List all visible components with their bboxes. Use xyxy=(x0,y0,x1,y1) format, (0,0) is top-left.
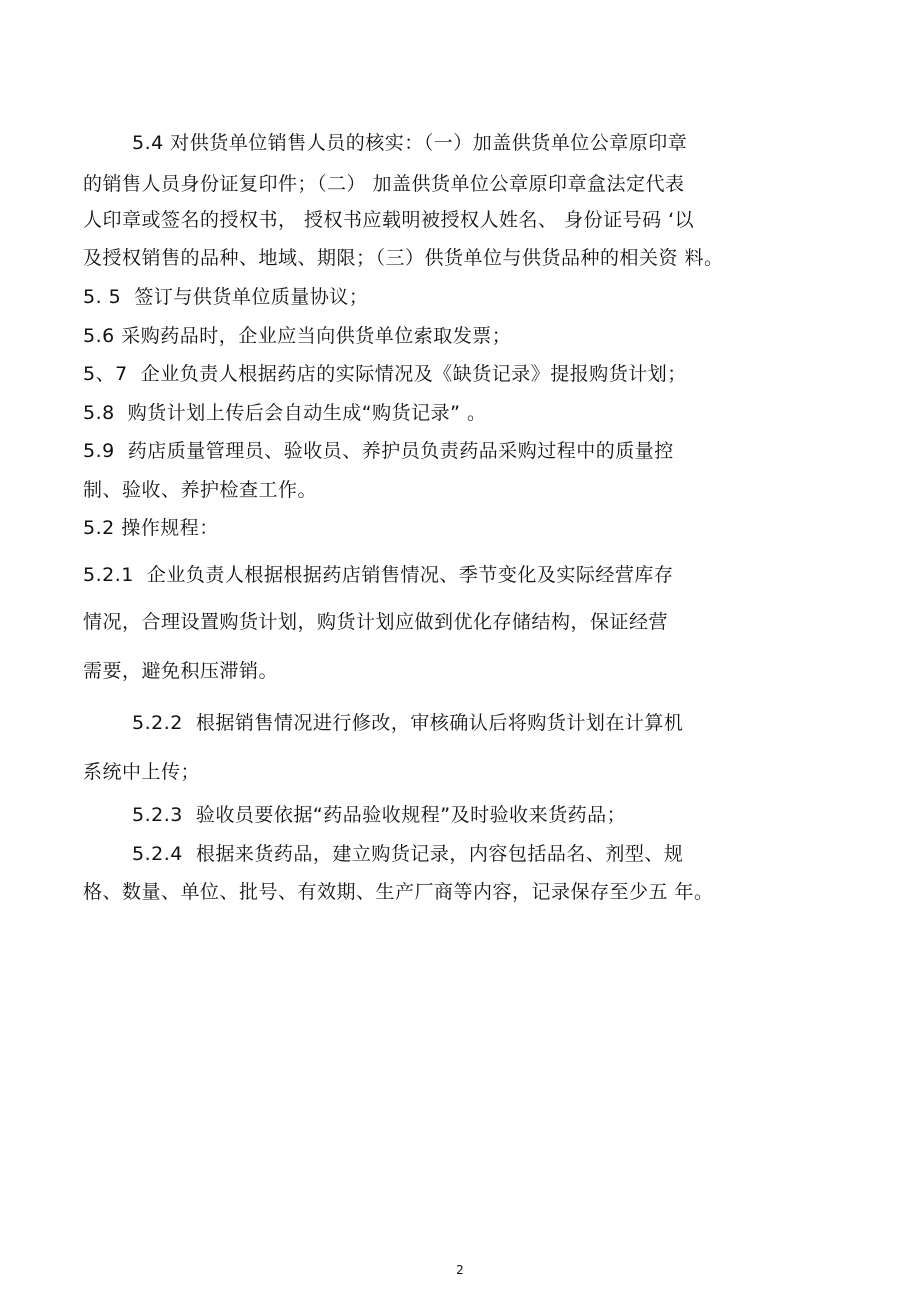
text-line-18: 5.2.4 根据来货药品，建立购货记录，内容包括品名、剂型、规 xyxy=(132,843,684,865)
text-line-10: 制、验收、养护检查工作。 xyxy=(83,479,318,501)
text-line-14: 需要，避免积压滞销。 xyxy=(83,660,279,682)
page-number: 2 xyxy=(456,1263,464,1277)
text-line-3: 人印章或签名的授权书， 授权书应载明被授权人姓名、 身份证号码 ‘以 xyxy=(83,209,695,231)
text-line-17: 5.2.3 验收员要依据“药品验收规程”及时验收来货药品； xyxy=(132,804,627,826)
text-line-13: 情况，合理设置购货计划，购货计划应做到优化存储结构，保证经营 xyxy=(83,611,669,633)
text-line-4: 及授权销售的品种、地域、期限；（三）供货单位与供货品种的相关资 料。 xyxy=(83,247,724,269)
text-line-8: 5.8 购货计划上传后会自动生成“购货记录” 。 xyxy=(83,402,487,424)
text-line-16: 系统中上传； xyxy=(83,761,201,783)
text-line-2: 的销售人员身份证复印件；（二） 加盖供货单位公章原印章盒法定代表 xyxy=(83,173,685,195)
text-line-7: 5、7 企业负责人根据药店的实际情况及《缺货记录》提报购货计划； xyxy=(83,363,687,385)
text-line-19: 格、数量、单位、批号、有效期、生产厂商等内容，记录保存至少五 年。 xyxy=(83,881,714,903)
text-line-1: 5.4 对供货单位销售人员的核实：（一）加盖供货单位公章原印章 xyxy=(132,132,688,154)
text-line-5: 5. 5 签订与供货单位质量协议； xyxy=(83,286,369,308)
text-line-6: 5.6 采购药品时，企业应当向供货单位索取发票； xyxy=(83,325,512,347)
text-line-11: 5.2 操作规程： xyxy=(83,517,219,539)
text-line-15: 5.2.2 根据销售情况进行修改，审核确认后将购货计划在计算机 xyxy=(132,712,684,734)
text-line-12: 5.2.1 企业负责人根据根据药店销售情况、季节变化及实际经营库存 xyxy=(83,564,674,586)
text-line-9: 5.9 药店质量管理员、验收员、养护员负责药品采购过程中的质量控 xyxy=(83,440,674,462)
